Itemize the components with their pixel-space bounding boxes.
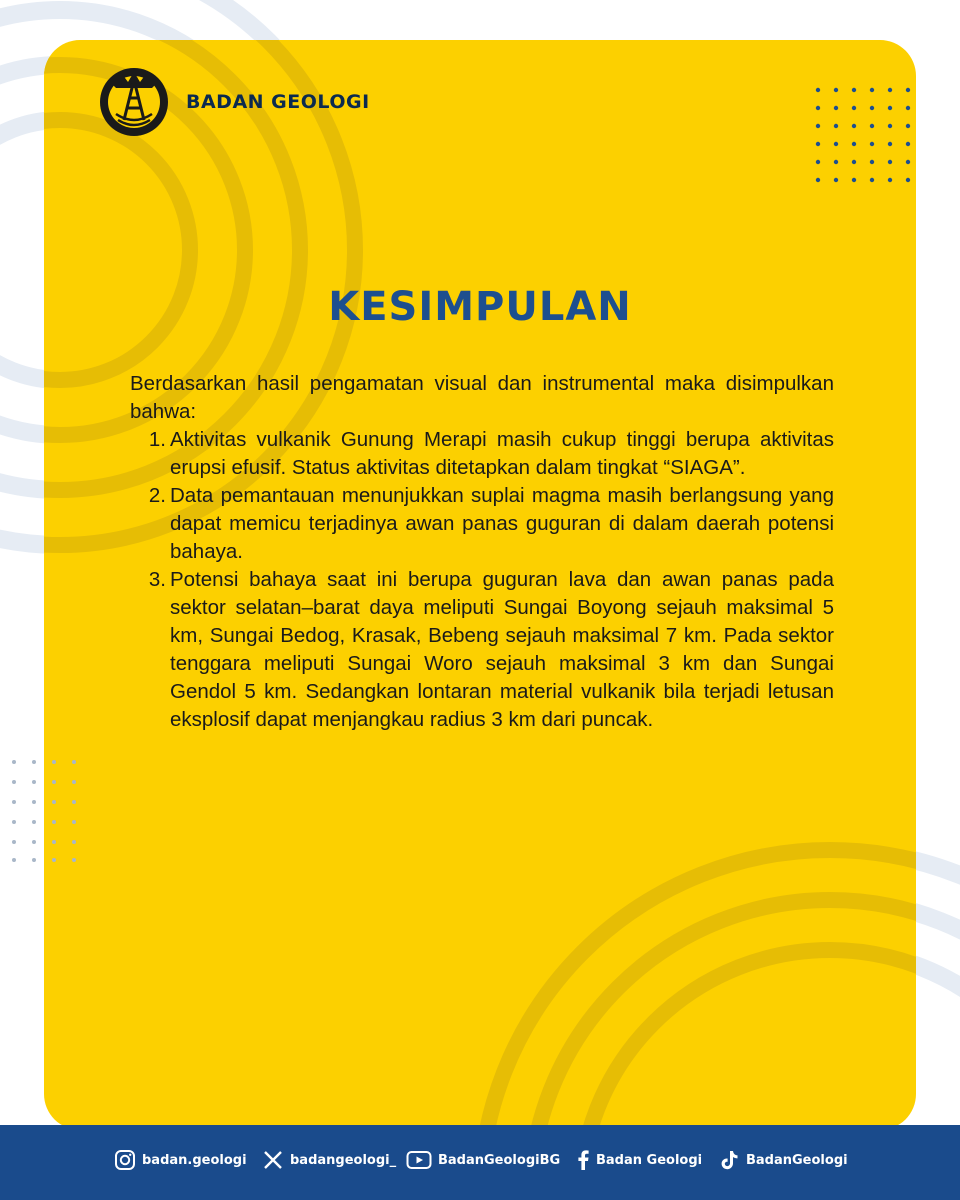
list-item-text: Potensi bahaya saat ini berupa guguran lava dan awan panas pada sektor selatan–barat daya meliputi Sungai Boyong sejauh maksimal 5 km, Sungai Bedog, Krasak, Bebeng sejauh maksimal 7 km. Pada sektor tenggara meliputi Sungai Woro sejauh maksimal 3 km dan Sungai Gendol 5 km. Sedangkan lontaran material vulkanik bila terjadi letusan eksplosif dapat menjangkau radius 3 km dari puncak.	[170, 568, 834, 731]
social-label: badan.geologi	[142, 1152, 247, 1168]
social-tiktok[interactable]	[718, 1149, 848, 1171]
brand-header	[96, 64, 370, 140]
social-footer	[0, 1125, 960, 1200]
list-number: 3.	[148, 568, 166, 591]
list-item-text: Data pemantauan menunjukkan suplai magma masih berlangsung yang dapat memicu terjadinya awan panas guguran di dalam daerah potensi bahaya.	[170, 484, 834, 563]
youtube-icon	[406, 1149, 432, 1171]
dot-grid-top-right	[814, 86, 914, 186]
social-label: BadanGeologi	[746, 1152, 848, 1168]
dot-grid-left	[10, 758, 80, 864]
social-facebook[interactable]	[576, 1149, 702, 1171]
list-item-text: Aktivitas vulkanik Gunung Merapi masih cukup tinggi berupa aktivitas erupsi efusif. Status aktivitas ditetapkan dalam tingkat “SIAGA”.	[170, 428, 834, 479]
tiktok-icon	[718, 1149, 740, 1171]
list-item	[130, 426, 834, 482]
conclusion-list	[130, 426, 834, 734]
social-instagram[interactable]	[114, 1149, 247, 1171]
brand-name: BADAN GEOLOGI	[186, 91, 370, 113]
social-label: Badan Geologi	[596, 1152, 703, 1168]
facebook-icon	[576, 1149, 590, 1171]
social-youtube[interactable]	[406, 1149, 560, 1171]
list-item	[130, 566, 834, 734]
badan-geologi-logo	[96, 64, 172, 140]
social-x[interactable]	[262, 1149, 396, 1171]
list-item	[130, 482, 834, 566]
intro-paragraph: Berdasarkan hasil pengamatan visual dan instrumental maka disimpulkan bahwa:	[130, 372, 834, 423]
social-label: badangeologi_	[290, 1152, 397, 1168]
instagram-icon	[114, 1149, 136, 1171]
social-label: BadanGeologiBG	[438, 1152, 561, 1168]
list-number: 2.	[148, 484, 166, 507]
page-title: KESIMPULAN	[328, 284, 632, 330]
x-icon	[262, 1149, 284, 1171]
list-number: 1.	[148, 428, 166, 451]
conclusion-body	[130, 370, 834, 734]
content-card	[44, 40, 916, 1130]
